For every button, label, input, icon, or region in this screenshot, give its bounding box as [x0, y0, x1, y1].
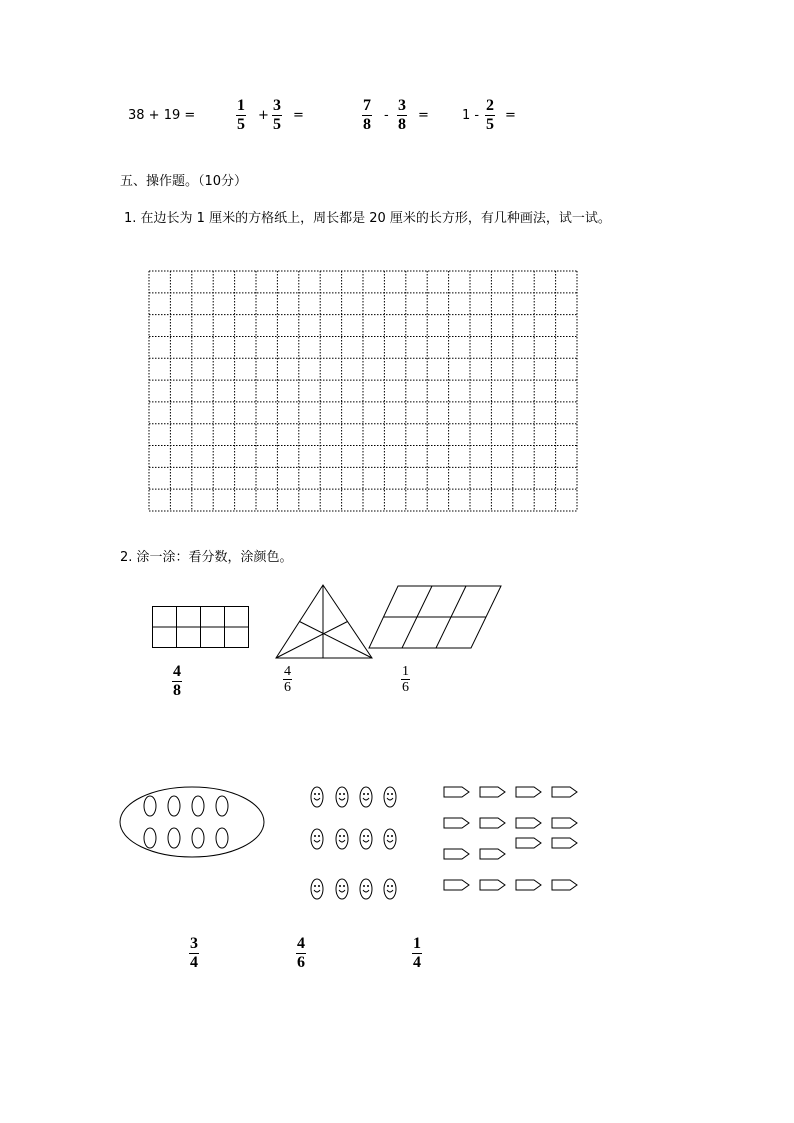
- parallelogram-shape: [368, 585, 503, 650]
- pencil-tag-icon: [516, 880, 541, 890]
- plus-sign: +: [258, 108, 269, 123]
- pencil-tag-icon: [552, 838, 577, 848]
- fraction-4-6-b: 4 6: [297, 935, 305, 971]
- smiley-face-icon: [360, 879, 372, 899]
- pencil-tag-icon: [516, 787, 541, 797]
- pencil-tag-icon: [552, 818, 577, 828]
- pencil-tag-icon: [444, 849, 469, 859]
- smiley-face-icon: [311, 787, 323, 807]
- fraction-2-5: 2 5: [486, 97, 494, 133]
- ellipse-with-ovals: [118, 785, 268, 861]
- pencil-shapes-group: [442, 784, 582, 894]
- pencil-tag-icon: [444, 818, 469, 828]
- equals-sign: =: [293, 108, 304, 123]
- smiley-face-icon: [384, 787, 396, 807]
- pencil-tag-icon: [516, 838, 541, 848]
- one-minus: 1 -: [462, 108, 480, 123]
- fraction-4-6: 4 6: [284, 664, 291, 696]
- smiley-face-icon: [311, 879, 323, 899]
- pencil-tag-icon: [444, 880, 469, 890]
- minus-sign: -: [384, 108, 389, 123]
- pencil-tag-icon: [480, 849, 505, 859]
- section-title: 五、操作题。（10分）: [120, 174, 248, 189]
- pencil-tag-icon: [552, 787, 577, 797]
- fraction-3-8: 3 8: [398, 97, 406, 133]
- smiley-face-icon: [336, 787, 348, 807]
- smiley-face-icon: [384, 829, 396, 849]
- triangle-shape: [275, 584, 375, 660]
- pencil-tag-icon: [480, 880, 505, 890]
- question-2: 2. 涂一涂：看分数，涂颜色。: [120, 550, 293, 565]
- pencil-tag-icon: [480, 787, 505, 797]
- fraction-3-4: 3 4: [190, 935, 198, 971]
- smiley-face-icon: [311, 829, 323, 849]
- pencil-tag-icon: [480, 818, 505, 828]
- fraction-3-5: 3 5: [273, 97, 281, 133]
- equals-sign: =: [505, 108, 516, 123]
- pencil-tag-icon: [516, 818, 541, 828]
- smiley-face-icon: [336, 879, 348, 899]
- smiley-face-icon: [384, 879, 396, 899]
- smiley-faces-group: [308, 784, 403, 904]
- smiley-face-icon: [360, 829, 372, 849]
- fraction-1-4: 1 4: [413, 935, 421, 971]
- fraction-1-6: 1 6: [402, 664, 409, 696]
- dotted-grid: [148, 270, 578, 512]
- question-1: 1. 在边长为 1 厘米的方格纸上，周长都是 20 厘米的长方形，有几种画法，试一试。: [124, 211, 611, 226]
- rectangle-grid-shape: [152, 606, 250, 649]
- smiley-face-icon: [360, 787, 372, 807]
- pencil-tag-icon: [552, 880, 577, 890]
- problem-1: 38 + 19 =: [128, 108, 196, 123]
- equals-sign: =: [418, 108, 429, 123]
- fraction-4-8: 4 8: [173, 663, 181, 699]
- fraction-1-5: 1 5: [237, 97, 245, 133]
- pencil-tag-icon: [444, 787, 469, 797]
- smiley-face-icon: [336, 829, 348, 849]
- fraction-7-8: 7 8: [363, 97, 371, 133]
